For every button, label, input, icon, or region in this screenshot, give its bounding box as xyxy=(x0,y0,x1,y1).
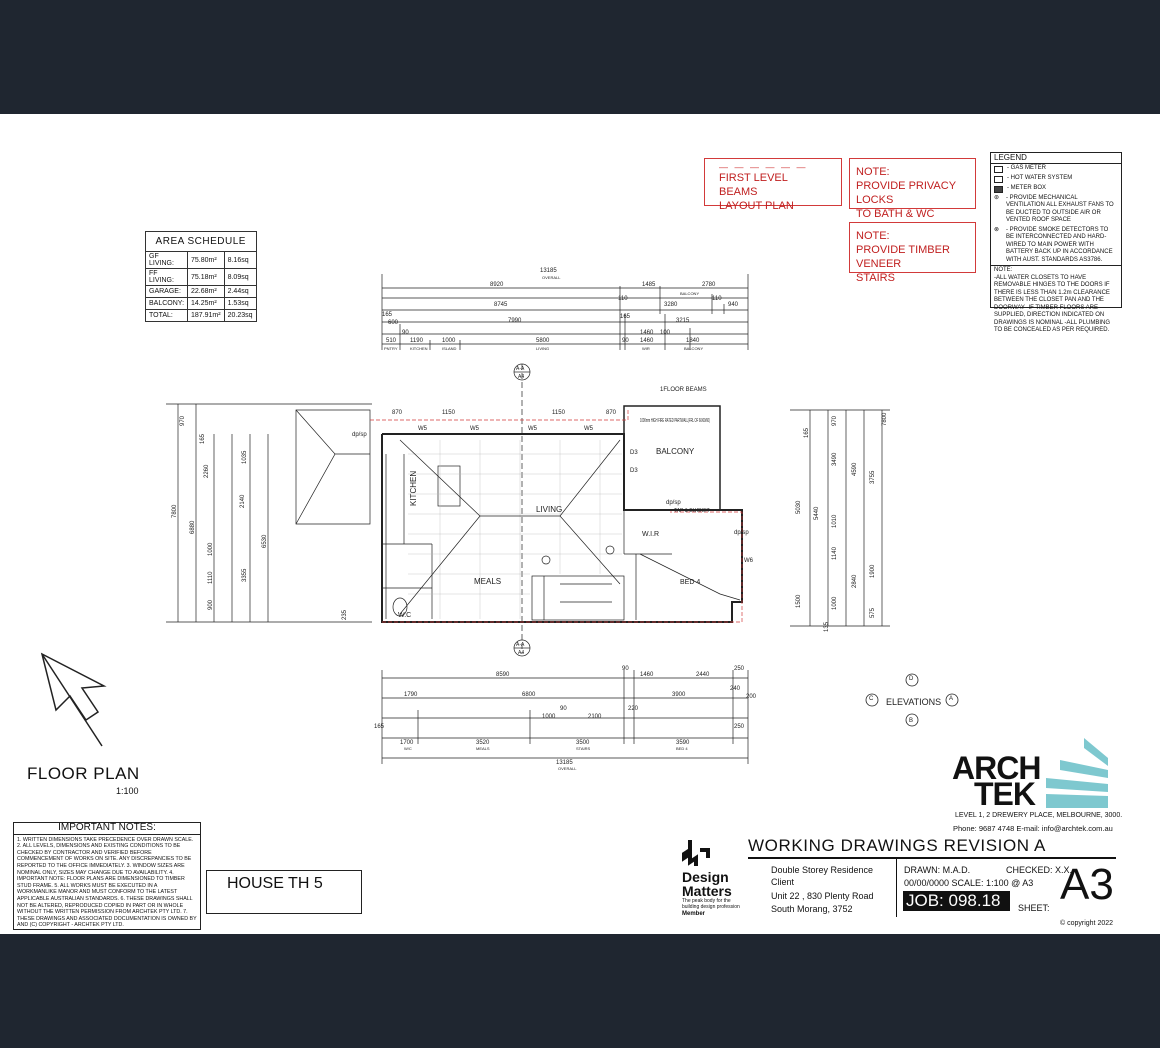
legend-title: LEGEND xyxy=(991,153,1121,164)
archtek-logo xyxy=(950,736,1120,810)
dim-top: 3215 xyxy=(676,318,690,324)
dim-top: 110 xyxy=(618,296,628,302)
dim-label: BED 4 xyxy=(676,746,688,751)
window-tag: W5 xyxy=(470,426,479,432)
table-row: GARAGE: 22.68m² 2.44sq xyxy=(146,286,257,298)
table-row: GF LIVING: 75.80m² 8.16sq xyxy=(146,252,257,269)
dim-label: ISLAND xyxy=(442,346,457,351)
dim-bottom: 8590 xyxy=(496,672,510,678)
dim-label: BALCONY xyxy=(684,346,704,351)
dim-top: 1485 xyxy=(642,282,656,288)
dim-top: 110 xyxy=(712,296,722,302)
dim-left: 970 xyxy=(180,415,186,426)
house-label xyxy=(206,870,362,914)
window-tag: W5 xyxy=(528,426,537,432)
elevation-ref-b: B xyxy=(909,718,914,724)
dim-label: PNTRY xyxy=(384,346,398,351)
privacy-note-line2: PROVIDE PRIVACY LOCKS xyxy=(856,180,956,206)
dim-label: W/C xyxy=(404,746,412,751)
dim-top: 165 xyxy=(382,312,393,318)
dim-top: 1190 xyxy=(410,338,423,344)
dim-right: 575 xyxy=(870,607,876,618)
dim-right: 970 xyxy=(832,415,838,426)
design-matters-logo xyxy=(682,840,746,918)
dim-bottom: 3590 xyxy=(676,740,690,746)
veneer-note-line2: PROVIDE TIMBER VENEER xyxy=(856,244,950,270)
legend-item: - HOT WATER SYSTEM xyxy=(991,174,1121,184)
dim-right: 1500 xyxy=(796,594,802,608)
dim-label: LIVING xyxy=(536,346,550,351)
dim-bottom: 1790 xyxy=(404,692,418,698)
section-ref-bottom: A-A xyxy=(516,642,525,648)
design-matters-tag1: The peak body for the xyxy=(682,898,731,904)
drawing-sheet xyxy=(0,114,1160,934)
dim-right: 5440 xyxy=(814,506,820,520)
legend-item: - GAS METER xyxy=(991,164,1121,174)
sheet-ref-bottom: A4 xyxy=(518,650,525,656)
beams-note-line2: LAYOUT PLAN xyxy=(719,200,794,212)
privacy-note-line1: NOTE: xyxy=(856,166,890,178)
dim-right: 2840 xyxy=(852,574,858,588)
design-matters-name2: Matters xyxy=(682,883,732,899)
dim-top: 3280 xyxy=(664,302,678,308)
veneer-note-line1: NOTE: xyxy=(856,230,890,242)
exhaust-fan-icon: ⊛ xyxy=(994,194,1000,201)
project-name: Double Storey Residence xyxy=(771,865,874,875)
dim-bottom: 200 xyxy=(746,694,757,700)
title-heading: WORKING DRAWINGS REVISION A xyxy=(748,836,1046,855)
beams-note-line1: FIRST LEVEL BEAMS xyxy=(719,172,788,198)
dim-left: 3355 xyxy=(242,568,248,582)
dim-right: 4590 xyxy=(852,462,858,476)
dim-bottom: 250 xyxy=(734,724,745,730)
dim-right: 7800 xyxy=(882,412,888,426)
legend-note: NOTE: -ALL WATER CLOSETS TO HAVE REMOVABLE HINGES TO THE DOORS IF THERE IS LESS THAN 1.2m CLEARANCE BETWEEN THE CLOSET PAN AND THE DOORWAY -IF TIMBER FLOORS ARE SUPPLIED, DIRECTION INDICATED ON DRAWINGS IS NOMINAL -ALL PLUMBING TO BE CONCEALED AS PER REQUIRED. xyxy=(991,265,1121,336)
dim-top: 1000 xyxy=(442,338,456,344)
dim-left: 235 xyxy=(342,609,348,620)
drawn-by: DRAWN: M.A.D. xyxy=(904,865,971,875)
dim-bottom: 3520 xyxy=(476,740,490,746)
room-balcony: BALCONY xyxy=(656,447,695,456)
checked-by: CHECKED: X.X. xyxy=(1006,865,1073,875)
dim-inner: 870 xyxy=(606,410,617,416)
dim-inner: 1150 xyxy=(552,410,565,416)
title-divider xyxy=(896,859,897,917)
elevation-ref-d: D xyxy=(909,676,914,682)
dim-right: 165 xyxy=(804,427,810,438)
room-wir: W.I.R xyxy=(642,531,660,538)
dim-right: 1900 xyxy=(870,564,876,578)
dim-left: 1035 xyxy=(242,450,248,464)
dim-bottom: 1000 xyxy=(542,714,556,720)
downpipe-tag: dp/sp xyxy=(666,500,681,506)
dim-inner: 1150 xyxy=(442,410,455,416)
dim-left: 7800 xyxy=(172,504,178,518)
elevation-ref-c: C xyxy=(869,696,874,702)
smoke-detector-icon: ⊗ xyxy=(994,226,1000,233)
dim-bottom: 250 xyxy=(734,666,745,672)
design-matters-member: Member xyxy=(682,911,706,917)
dim-top: 5800 xyxy=(536,338,550,344)
floor-plan-scale: 1:100 xyxy=(116,786,139,796)
dim-top: 90 xyxy=(402,330,409,336)
room-wc: W.C xyxy=(398,612,412,619)
dim-top: 8745 xyxy=(494,302,508,308)
dim-bottom: 240 xyxy=(730,686,741,692)
copyright: © copyright 2022 xyxy=(1060,920,1114,927)
floor-beams-label: 1FLOOR BEAMS xyxy=(660,387,707,393)
dim-bottom: 220 xyxy=(628,706,639,712)
dim-bottom: 3900 xyxy=(672,692,686,698)
dim-top: 1460 xyxy=(640,330,654,336)
table-row: BALCONY: 14.25m² 1.53sq xyxy=(146,298,257,310)
dim-top: 100 xyxy=(660,330,671,336)
dim-top: 7990 xyxy=(508,318,522,324)
project-address1: Unit 22 , 830 Plenty Road xyxy=(771,891,874,901)
dim-bottom: 1700 xyxy=(400,740,414,746)
important-notes-title: IMPORTANT NOTES: xyxy=(14,823,200,835)
dim-bottom: 3500 xyxy=(576,740,590,746)
dim-left: 6530 xyxy=(262,534,268,548)
dim-left: 1000 xyxy=(208,542,214,556)
downpipe-tag: dp/sp xyxy=(734,530,749,536)
job-number: JOB: 098.18 xyxy=(903,891,1010,911)
veneer-note-line3: STAIRS xyxy=(856,272,895,284)
dim-overall-top: 13185 xyxy=(540,268,557,274)
dim-top: 510 xyxy=(386,338,397,344)
room-living: LIVING xyxy=(536,505,563,514)
dim-right: 1010 xyxy=(832,514,838,528)
dim-bottom: 165 xyxy=(374,724,385,730)
title-rule xyxy=(748,857,1116,859)
dim-label: MEALS xyxy=(476,746,490,751)
window-tag: W5 xyxy=(584,426,593,432)
legend-item: ⊗ - PROVIDE SMOKE DETECTORS TO BE INTERCONNECTED AND HARD-WIRED TO MAIN POWER WITH BATTERY BACK UP IN ACCORDANCE WITH AUST. STANDARDS AS3786. xyxy=(994,226,1113,263)
project-address2: South Morang, 3752 xyxy=(771,904,853,914)
dim-bottom: 2100 xyxy=(588,714,602,720)
dim-left: 2140 xyxy=(240,494,246,508)
window-tag: W5 xyxy=(418,426,427,432)
dim-label: KITCHEN xyxy=(410,346,428,351)
dim-top: 1840 xyxy=(686,338,700,344)
dim-top: 1460 xyxy=(640,338,654,344)
elevation-ref-a: A xyxy=(949,696,954,702)
tap-bucket-tag: TAP & BUCKET xyxy=(674,508,710,514)
dim-inner: 870 xyxy=(392,410,403,416)
dim-right: 5030 xyxy=(796,500,802,514)
room-meals: MEALS xyxy=(474,577,502,586)
dim-bottom: 6800 xyxy=(522,692,536,698)
dim-left: 1110 xyxy=(208,571,214,584)
partywall-note: 1000mm HIGH FIRE RATED PARTWALL(FRL OF 60/60/60) xyxy=(640,418,711,424)
dim-bottom: 1460 xyxy=(640,672,654,678)
legend-item: - METER BOX xyxy=(991,184,1121,194)
floor-plan-title: FLOOR PLAN xyxy=(27,764,140,783)
dim-label: WIR xyxy=(642,346,650,351)
archtek-address: LEVEL 1, 2 DREWERY PLACE, MELBOURNE, 3000. xyxy=(955,812,1123,819)
dim-overall-bottom: 13185 xyxy=(556,760,573,766)
design-matters-tag2: building design profession xyxy=(682,904,740,910)
section-ref-top: A-A xyxy=(516,366,525,372)
date-scale: 00/00/0000 SCALE: 1:100 @ A3 xyxy=(904,878,1034,888)
sheet-ref-top: A4 xyxy=(518,374,525,380)
dim-top: 90 xyxy=(622,338,629,344)
dim-top: 600 xyxy=(388,320,399,326)
dim-right: 135 xyxy=(824,621,830,632)
dim-top: 2780 xyxy=(702,282,716,288)
dim-top-label: BALCONY xyxy=(680,291,700,296)
privacy-note-line3: TO BATH & WC xyxy=(856,208,935,220)
door-tag: D3 xyxy=(630,450,638,456)
dim-left: 2260 xyxy=(204,464,210,478)
dim-left: 165 xyxy=(200,433,206,444)
archtek-contact: Phone: 9687 4748 E-mail: info@archtek.com.au xyxy=(953,824,1113,833)
archtek-wing-icon xyxy=(1040,738,1110,808)
dim-right: 1000 xyxy=(832,596,838,610)
table-row: FF LIVING: 75.18m² 8.09sq xyxy=(146,269,257,286)
dim-left: 6880 xyxy=(190,520,196,534)
area-schedule-title: AREA SCHEDULE xyxy=(146,232,257,252)
design-matters-icon xyxy=(682,840,712,866)
dim-top: 165 xyxy=(620,314,631,320)
house-name: HOUSE TH 5 xyxy=(227,875,323,892)
dim-top: 8920 xyxy=(490,282,504,288)
room-kitchen: KITCHEN xyxy=(409,470,418,506)
important-notes-text: 1. WRITTEN DIMENSIONS TAKE PRECEDENCE OVER DRAWN SCALE. 2. ALL LEVELS, DIMENSIONS AND EXISTING CONDITIONS TO BE CHECKED BY CONTRACTOR AND VERIFIED BEFORE COMMENCEMENT OF WORKS ON SITE. ANY DISCREPANCIES TO BE REPORTED TO THE OFFICE IMMEDIATELY. 3. WINDOW SIZES ARE NOMINAL ONLY, SIZES MAY CHANGE DUE TO AVAILABILITY. 4. IMPORTANT NOTE: FLOOR PLANS ARE DIMENSIONED TO TIMBER STUD FRAME. 5. ALL WORKS MUST BE EXECUTED IN A WORKMANLIKE MANOR AND MUST CONFORM TO THE LATEST APPLICABLE AUSTRALIAN STANDARDS. 6. THESE DRAWINGS SHALL NOT BE ALTERED, REPRODUCED COPIED IN PART OR IN WHOLE WITHOUT THE WRITTEN PERMISSION FROM ARCHTEK PTY LTD. 7. THESE DRAWINGS AND ASSOCIATED DOCUMENTATION IS OWNED BY AND (C) COPYRIGHT - ARCHTEK PTY LTD. xyxy=(17,836,197,929)
table-row: TOTAL: 187.91m² 20.23sq xyxy=(146,310,257,322)
dim-bottom: 90 xyxy=(622,666,629,672)
dim-right: 3755 xyxy=(870,470,876,484)
dim-bottom: 90 xyxy=(560,706,567,712)
dim-left: 900 xyxy=(208,599,214,610)
sheet-number: A3 xyxy=(1060,860,1114,909)
important-notes xyxy=(13,822,201,930)
dim-label: STAIRS xyxy=(576,746,591,751)
dim-overall-bottom-label: OVERALL xyxy=(558,766,577,771)
design-matters-name1: Design xyxy=(682,869,729,885)
dim-bottom: 2440 xyxy=(696,672,710,678)
door-tag: D3 xyxy=(630,468,638,474)
legend-item: ⊛ - PROVIDE MECHANICAL VENTILATION ALL EXHAUST FANS TO BE DUCTED TO OUTSIDE AIR OR VENTED ROOF SPACE xyxy=(994,194,1114,223)
beams-note: — — — — — — FIRST LEVEL BEAMS LAYOUT PLAN xyxy=(704,158,842,206)
dim-overall-top-label: OVERALL xyxy=(542,275,561,280)
elevations-label: ELEVATIONS xyxy=(886,697,942,707)
archtek-logo-line1: ARCH xyxy=(952,750,1041,786)
client-label: Client xyxy=(771,877,795,887)
room-bed4: BED 4 xyxy=(680,579,701,586)
archtek-logo-line2: TEK xyxy=(974,776,1035,812)
window-tag: W6 xyxy=(744,558,753,564)
dim-right: 3490 xyxy=(832,452,838,466)
dim-top: 940 xyxy=(728,302,739,308)
downpipe-tag: dp/sp xyxy=(352,432,367,438)
sheet-label: SHEET: xyxy=(1018,903,1050,913)
dim-right: 1140 xyxy=(832,547,838,560)
